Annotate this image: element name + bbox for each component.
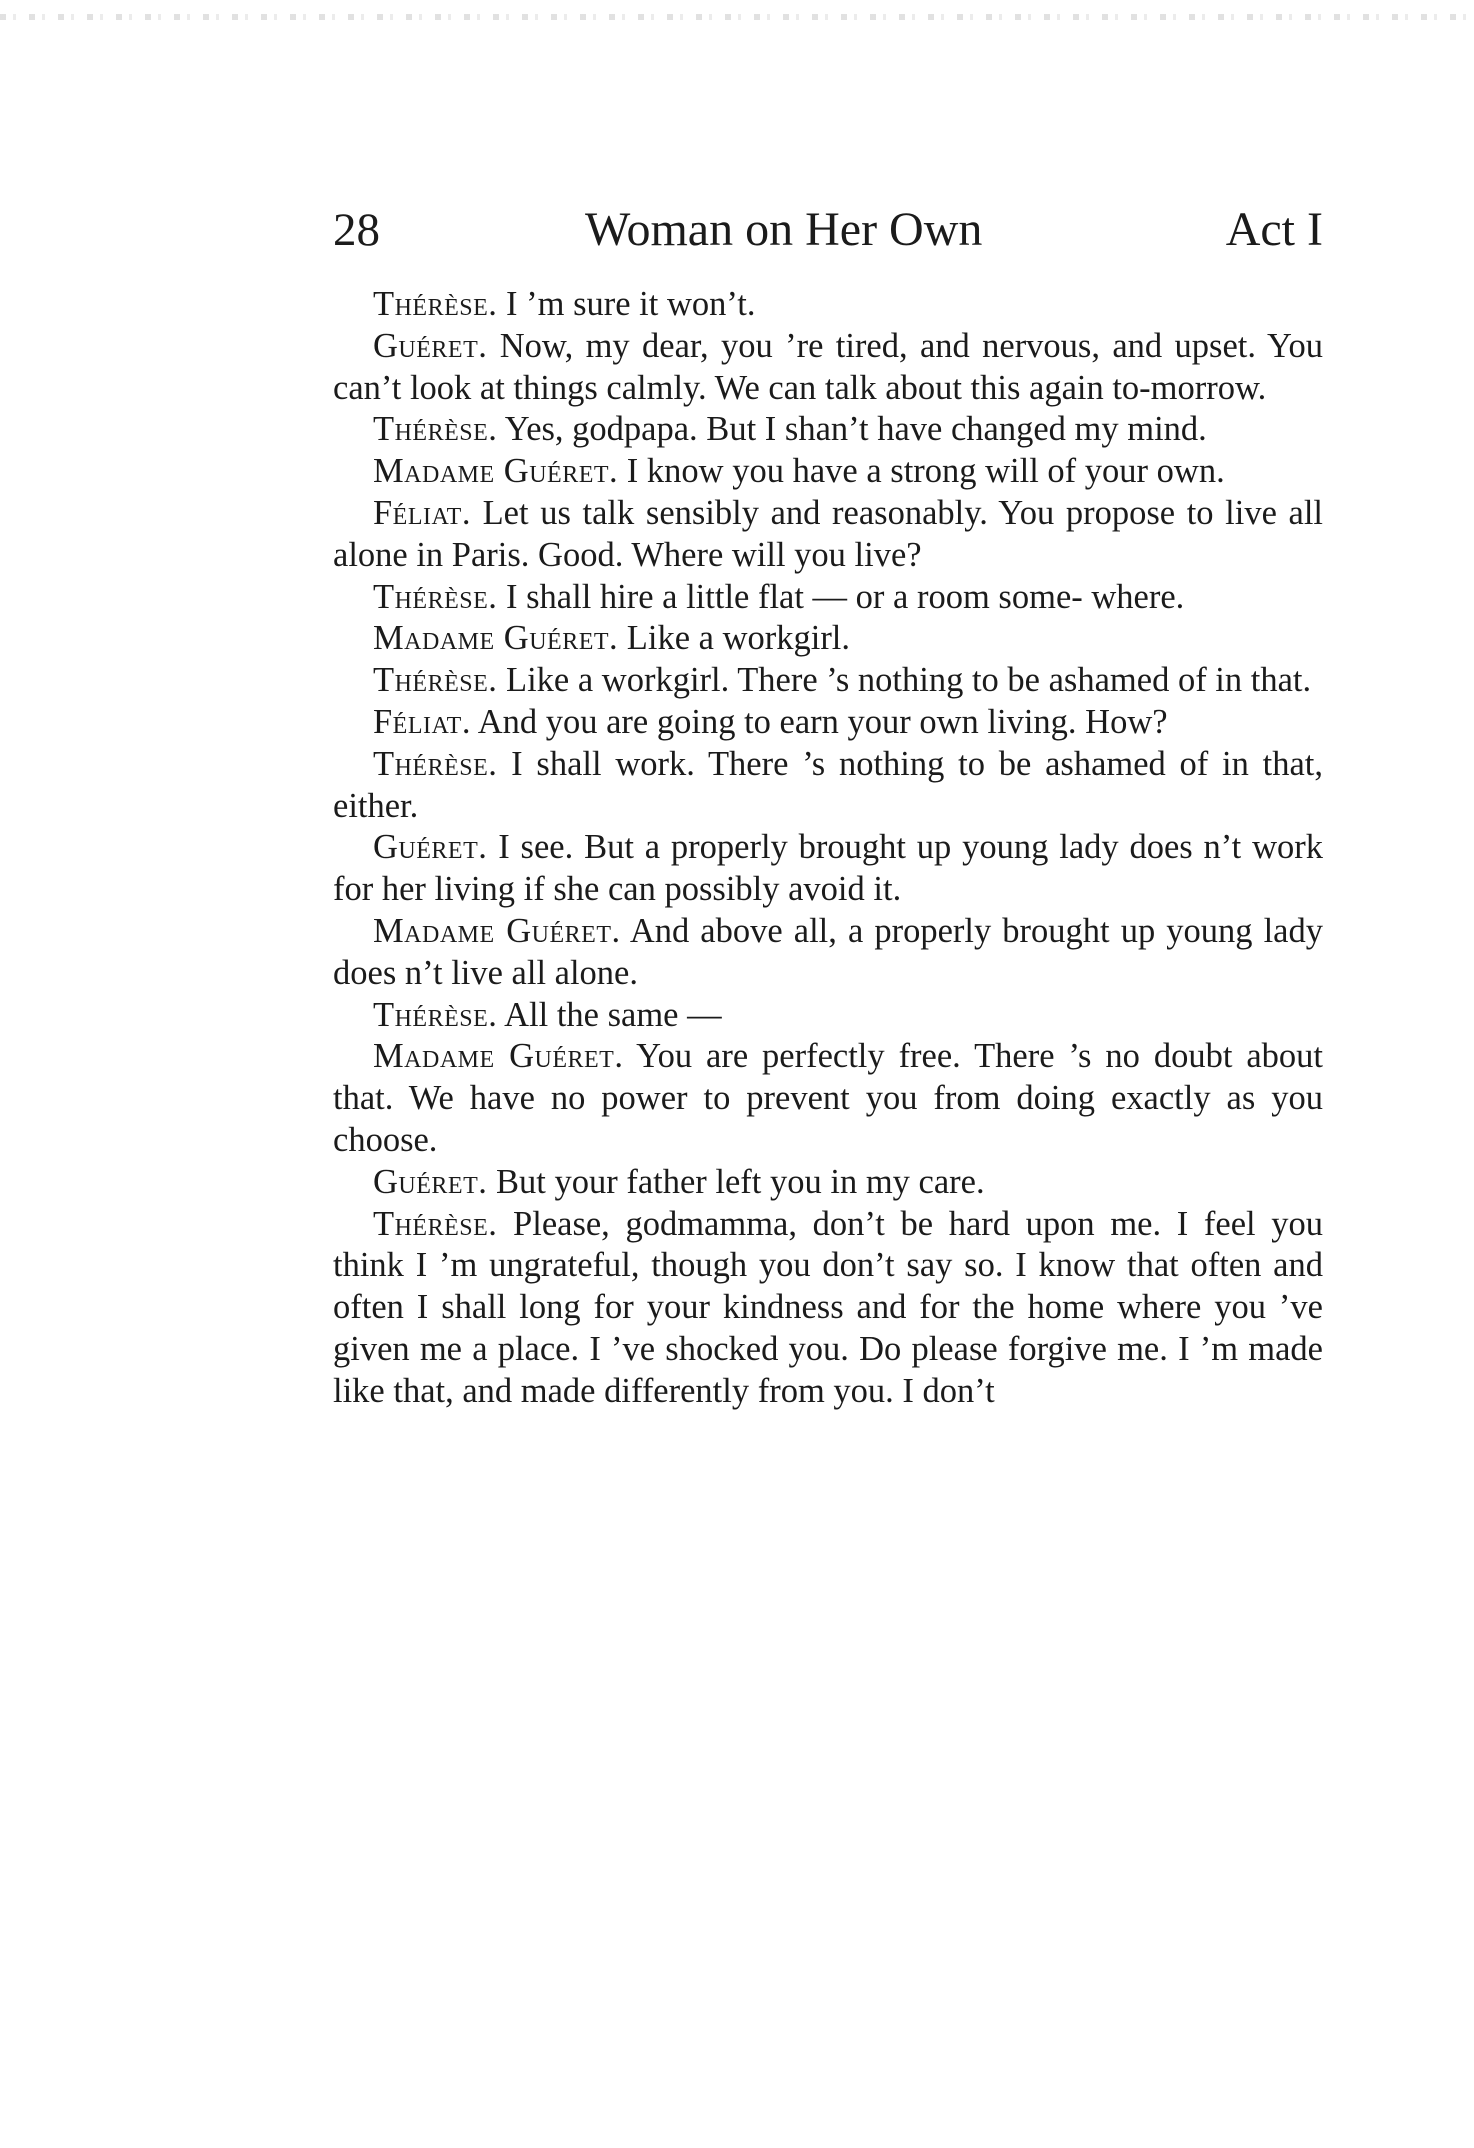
speaker-name: Féliat. [373, 702, 471, 741]
speech-text: And above all, a properly brought up young lady does n’t live all alone. [333, 911, 1323, 992]
speaker-name: Thérèse. [373, 577, 498, 616]
speech-text: Like a workgirl. [626, 619, 851, 658]
speech-text: Let us talk sensibly and reasonably. You propose to live all alone in Paris. Good. Where will you live? [333, 493, 1324, 574]
speech-text: Like a workgirl. There ’s nothing to be ashamed of in that. [506, 661, 1312, 700]
speech [333, 409, 1323, 451]
speech [333, 618, 1323, 660]
speaker-name: Madame Guéret. [373, 452, 619, 491]
dialogue-body [333, 284, 1323, 1413]
speech [333, 493, 1323, 577]
speech [333, 744, 1323, 828]
speech [333, 1162, 1323, 1204]
page-number: 28 [333, 204, 380, 256]
speech [333, 995, 1323, 1037]
speaker-name: Guéret. [373, 326, 488, 365]
speech-text: You are perfectly free. There ’s no doubt about that. We have no power to prevent you from doing exactly as you choose. [333, 1037, 1323, 1159]
speech [333, 577, 1323, 619]
speech-text: But your father left you in my care. [496, 1162, 985, 1201]
speech [333, 451, 1323, 493]
speaker-name: Guéret. [373, 828, 488, 867]
speaker-name: Thérèse. [373, 995, 498, 1034]
speech-text: I ’m sure it won’t. [506, 285, 756, 323]
speech-text: Now, my dear, you ’re tired, and nervous, and upset. You can’t look at things calmly. We can talk about this again to-morrow. [333, 326, 1324, 407]
act-label: Act I [1225, 203, 1323, 256]
speech-text: I shall hire a little flat — or a room some- where. [506, 577, 1185, 616]
running-title: Woman on Her Own [585, 203, 983, 256]
speech-text: I know you have a strong will of your own. [626, 452, 1225, 491]
speech [333, 284, 1323, 326]
speech-text: Yes, godpapa. But I shan’t have changed my mind. [504, 410, 1207, 449]
speech [333, 1204, 1323, 1413]
speech [333, 702, 1323, 744]
speaker-name: Thérèse. [373, 744, 498, 783]
speaker-name: Thérèse. [373, 285, 498, 323]
speech [333, 1036, 1323, 1161]
speech [333, 326, 1323, 410]
speech [333, 660, 1323, 702]
speech-text: And you are going to earn your own living. How? [477, 702, 1168, 741]
speech [333, 827, 1323, 911]
speech-text: Please, godmamma, don’t be hard upon me. I feel you think I ’m ungrateful, though you don’t say so. I know that often and often I shall long for your kindness and for the home where you ’ve given me a place. I ’ve shocked you. Do please forgive me. I ’m made like that, and made differently from you. I don’t [333, 1204, 1324, 1410]
speaker-name: Thérèse. [373, 661, 498, 700]
speaker-name: Thérèse. [373, 1204, 498, 1243]
speaker-name: Thérèse. [373, 410, 498, 449]
speaker-name: Féliat. [373, 493, 471, 532]
speaker-name: Madame Guéret. [373, 619, 619, 658]
speech-text: I see. But a properly brought up young lady does n’t work for her living if she can possibly avoid it. [333, 828, 1324, 909]
book-page [333, 200, 1323, 1413]
speaker-name: Guéret. [373, 1162, 488, 1201]
speaker-name: Madame Guéret. [373, 911, 621, 950]
speaker-name: Madame Guéret. [373, 1037, 624, 1076]
speech-text: All the same — [504, 995, 722, 1034]
speech-text: I shall work. There ’s nothing to be ashamed of in that, either. [333, 744, 1324, 825]
running-header [333, 200, 1323, 260]
scan-edge-noise [0, 14, 1474, 20]
speech [333, 911, 1323, 995]
